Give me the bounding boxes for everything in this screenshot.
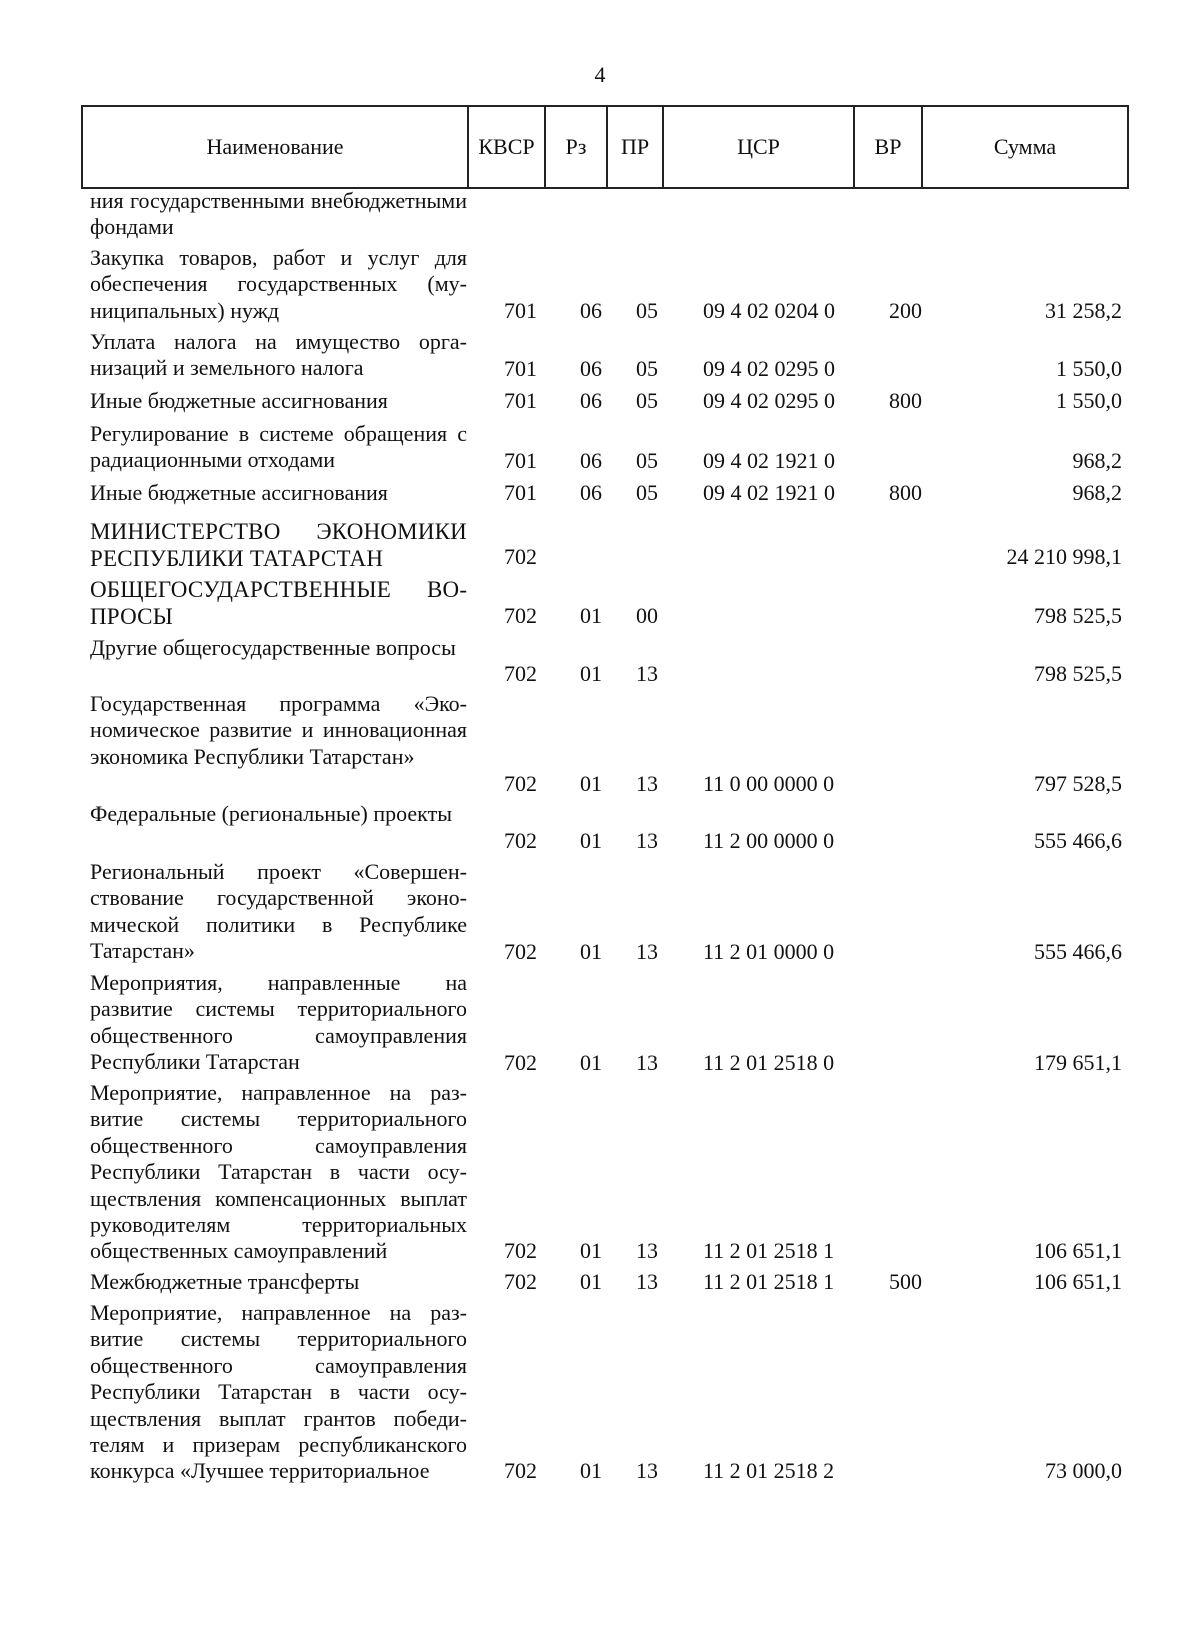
row-kvsr: 702 [504, 544, 537, 569]
row-kvsr: 702 [504, 1458, 537, 1483]
header-csr: ЦСР [662, 107, 853, 187]
table-row [0, 635, 1200, 687]
row-csr: 11 2 01 2518 1 [703, 1238, 835, 1263]
row-kvsr: 701 [504, 448, 537, 473]
row-rz: 06 [580, 388, 602, 413]
table-row [0, 329, 1200, 382]
header-vr: ВР [853, 107, 921, 187]
table-row [0, 421, 1200, 474]
row-rz: 06 [580, 298, 602, 323]
row-name: Закупка товаров, работ и услуг для обеспечения государственных (муниципальных) нужд [90, 245, 467, 323]
row-vr: 500 [889, 1269, 922, 1294]
table-row [0, 388, 1200, 414]
row-name: Межбюджетные трансферты [90, 1269, 360, 1294]
row-rz: 06 [580, 356, 602, 381]
row-pr: 13 [636, 1269, 658, 1294]
row-sum: 968,2 [1072, 480, 1122, 505]
row-vr: 800 [889, 480, 922, 505]
row-kvsr: 701 [504, 480, 537, 505]
row-kvsr: 702 [504, 771, 537, 796]
row-name: Другие общегосударственные вопросы [90, 635, 456, 660]
row-sum: 798 525,5 [1034, 603, 1122, 628]
row-kvsr: 702 [504, 828, 537, 853]
row-csr: 11 2 00 0000 0 [703, 828, 835, 853]
header-name: Наименование [206, 134, 344, 159]
row-kvsr: 701 [504, 388, 537, 413]
row-rz: 01 [580, 771, 602, 796]
row-name: Мероприятие, направленное на развитие системы территориального общественного самоуправления Республики Татарстан в части осуществления выплат грантов победителям и призерам республиканского конкурса «Лучшее территориальное [90, 1300, 467, 1484]
row-pr: 13 [636, 1238, 658, 1263]
row-sum: 1 550,0 [1056, 356, 1122, 381]
row-sum: 106 651,1 [1034, 1238, 1122, 1263]
row-name: Иные бюджетные ассигнования [90, 388, 388, 413]
table-row [0, 188, 1200, 241]
row-csr: 11 2 01 2518 2 [703, 1458, 835, 1483]
row-sum: 106 651,1 [1034, 1269, 1122, 1294]
row-kvsr: 701 [504, 356, 537, 381]
row-pr: 05 [636, 448, 658, 473]
row-sum: 555 466,6 [1034, 939, 1122, 964]
row-pr: 13 [636, 1050, 658, 1075]
row-name: Мероприятие, направленное на развитие системы территориального общественного самоуправления Республики Татарстан в части осуществления компенсационных выплат руководителям территориальных общественных самоуправлений [90, 1080, 467, 1264]
row-kvsr: 702 [504, 1050, 537, 1075]
row-name: Федеральные (региональные) проекты [90, 801, 452, 826]
header-kvsr: КВСР [467, 107, 544, 187]
page-number: 4 [594, 62, 606, 87]
row-name: Регулирование в системе обращения с радиационными отходами [90, 421, 467, 473]
table-row [0, 801, 1200, 854]
row-rz: 06 [580, 480, 602, 505]
row-kvsr: 702 [504, 939, 537, 964]
row-csr: 09 4 02 0204 0 [703, 298, 835, 323]
row-rz: 06 [580, 448, 602, 473]
table-row [0, 859, 1200, 965]
row-sum: 797 528,5 [1034, 771, 1122, 796]
row-csr: 11 2 01 2518 1 [703, 1269, 835, 1294]
row-name: ния государственными внебюджетными фондами [90, 188, 467, 240]
table-row [0, 518, 1200, 570]
row-rz: 01 [580, 1458, 602, 1483]
row-csr: 09 4 02 0295 0 [703, 356, 835, 381]
row-sum: 31 258,2 [1045, 298, 1122, 323]
row-vr: 200 [889, 298, 922, 323]
row-kvsr: 702 [504, 1238, 537, 1263]
table-row [0, 576, 1200, 629]
row-sum: 179 651,1 [1034, 1050, 1122, 1075]
row-vr: 800 [889, 388, 922, 413]
row-name: МИНИСТЕРСТВО ЭКОНОМИКИ РЕСПУБЛИКИ ТАТАРСТАН [90, 519, 467, 571]
row-csr: 09 4 02 1921 0 [703, 448, 835, 473]
table-row [0, 1080, 1200, 1264]
table-row [0, 480, 1200, 506]
row-rz: 01 [580, 1050, 602, 1075]
row-name: Иные бюджетные ассигнования [90, 480, 388, 505]
row-kvsr: 701 [504, 298, 537, 323]
table-row [0, 245, 1200, 324]
row-rz: 01 [580, 603, 602, 628]
table-row [0, 1300, 1200, 1484]
row-sum: 968,2 [1072, 448, 1122, 473]
row-kvsr: 702 [504, 661, 537, 686]
row-pr: 13 [636, 771, 658, 796]
row-pr: 13 [636, 1458, 658, 1483]
row-pr: 00 [636, 603, 658, 628]
row-rz: 01 [580, 1269, 602, 1294]
table-row [0, 1269, 1200, 1295]
row-rz: 01 [580, 939, 602, 964]
table-row [0, 691, 1200, 797]
row-pr: 13 [636, 828, 658, 853]
row-rz: 01 [580, 828, 602, 853]
header-sum: Сумма [921, 107, 1127, 187]
row-pr: 05 [636, 388, 658, 413]
table-row [0, 970, 1200, 1076]
row-pr: 13 [636, 661, 658, 686]
row-pr: 05 [636, 356, 658, 381]
row-csr: 11 2 01 0000 0 [703, 939, 835, 964]
row-csr: 09 4 02 0295 0 [703, 388, 835, 413]
row-rz: 01 [580, 661, 602, 686]
row-pr: 05 [636, 480, 658, 505]
row-sum: 73 000,0 [1045, 1458, 1122, 1483]
header-pr: ПР [606, 107, 662, 187]
row-pr: 13 [636, 939, 658, 964]
row-sum: 24 210 998,1 [1006, 544, 1122, 569]
row-rz: 01 [580, 1238, 602, 1263]
row-name: ОБЩЕГОСУДАРСТВЕННЫЕ ВОПРОСЫ [90, 577, 467, 629]
row-csr: 09 4 02 1921 0 [703, 480, 835, 505]
row-csr: 11 0 00 0000 0 [703, 771, 835, 796]
row-sum: 798 525,5 [1034, 661, 1122, 686]
row-csr: 11 2 01 2518 0 [703, 1050, 835, 1075]
row-name: Государственная программа «Экономическое развитие и инновационная экономика Республики Татарстан» [90, 691, 467, 769]
row-name: Уплата налога на имущество организаций и земельного налога [90, 329, 467, 381]
row-name: Мероприятия, направленные на развитие системы территориального общественного самоуправления Республики Татарстан [90, 970, 467, 1075]
row-name: Региональный проект «Совершенствование государственной экономической политики в Республике Татарстан» [90, 859, 467, 964]
header-rz: Рз [544, 107, 606, 187]
row-kvsr: 702 [504, 1269, 537, 1294]
row-sum: 555 466,6 [1034, 828, 1122, 853]
row-kvsr: 702 [504, 603, 537, 628]
row-pr: 05 [636, 298, 658, 323]
row-sum: 1 550,0 [1056, 388, 1122, 413]
